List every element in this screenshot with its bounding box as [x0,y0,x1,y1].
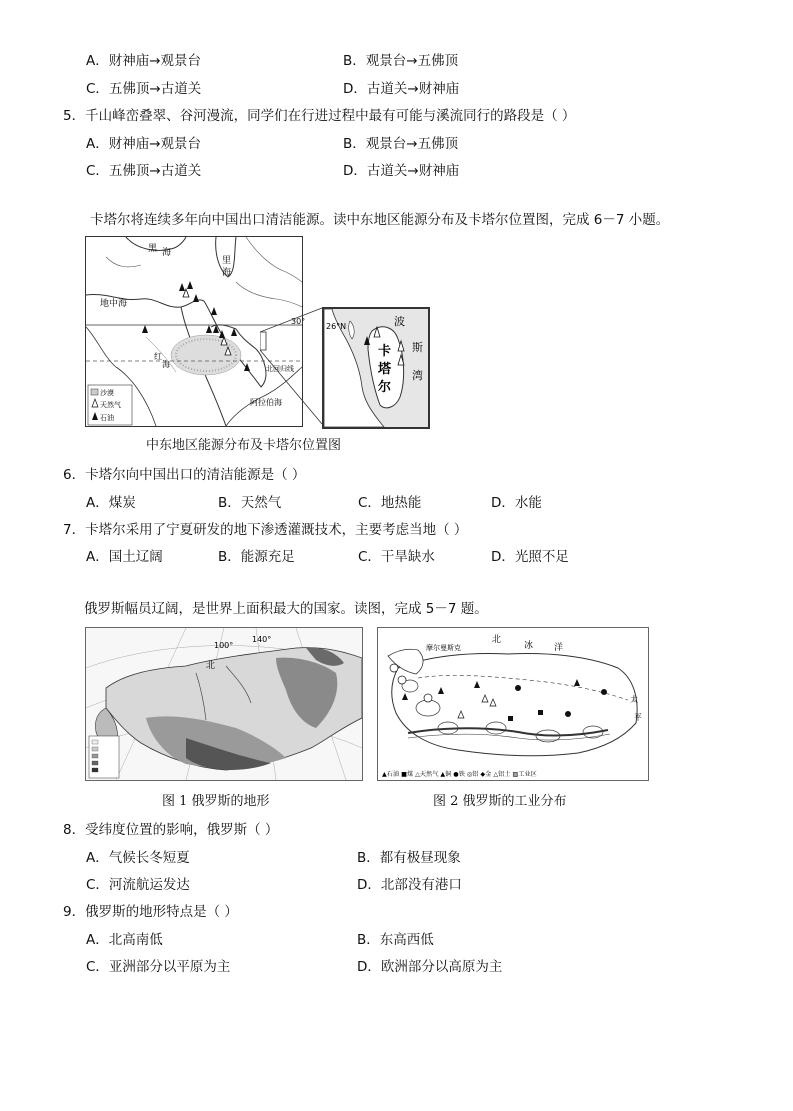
q8-option-d: D．北部没有港口 [357,877,462,893]
inset-lat-label: 26°N [326,322,347,331]
q7-option-b: B．能源充足 [218,549,295,565]
mediterranean-label: 地中海 [100,299,128,309]
murmansk-label: 摩尔曼斯克 [426,644,461,652]
q9-option-c: C．亚洲部分以平原为主 [86,959,231,975]
fig2-caption: 图 2 俄罗斯的工业分布 [433,794,567,809]
caspian-label-1: 里 [222,256,232,266]
red-sea-label-1: 红 [154,352,162,361]
russia-intro: 俄罗斯幅员辽阔，是世界上面积最大的国家。读图，完成 5－7 题。 [84,601,488,617]
q7-option-c: C．干旱缺水 [358,549,435,565]
legend-desert: 沙漠 [100,389,114,397]
pacific-label-1: 太 [630,695,638,704]
q6-option-c: C．地热能 [358,495,422,511]
q5-stem: 5．千山峰峦叠翠、谷河漫流，同学们在行进过程中最有可能与溪流同行的路段是（ ） [63,108,576,124]
fig1-caption: 图 1 俄罗斯的地形 [162,794,270,809]
q4-option-b: B．观景台→五佛顶 [343,53,459,69]
q8-option-a: A．气候长冬短夏 [86,850,190,866]
black-sea-label-1: 黑 [148,244,158,254]
q4-option-c: C．五佛顶→古道关 [86,81,202,97]
middle-east-map-caption: 中东地区能源分布及卡塔尔位置图 [146,438,342,453]
legend-oil: 石油 [100,414,114,422]
gulf-label-3: 湾 [412,369,423,382]
fig2-legend: ▲石油 ■煤 △天然气 ▲铜 ●铁 ◎铝 ◆金 △铝土 ▨工业区 [382,771,537,778]
q6-option-a: A．煤炭 [86,495,136,511]
fig2-north-ocean-1: 北 [492,635,502,645]
north-ocean-label: 北 [206,661,216,671]
arabian-sea-label: 阿拉伯海 [250,398,282,407]
caspian-label-2: 海 [222,268,232,278]
q7-option-d: D．光照不足 [491,549,569,565]
qatar-label-3: 尔 [378,380,392,395]
lon-140-label: 140° [252,635,272,644]
q9-option-d: D．欧洲部分以高原为主 [357,959,503,975]
q4-option-d: D．古道关→财神庙 [343,81,460,97]
qatar-label-2: 塔 [378,362,392,377]
q9-stem: 9．俄罗斯的地形特点是（ ） [63,904,238,920]
lat-30-label: 30° [291,317,306,326]
fig2-north-ocean-3: 洋 [554,643,564,653]
russia-industry-map [377,627,649,781]
lon-100-label: 100° [214,641,234,650]
q8-option-c: C．河流航运发达 [86,877,190,893]
q9-option-a: A．北高南低 [86,932,163,948]
qatar-label-1: 卡 [378,344,392,359]
q5-option-b: B．观景台→五佛顶 [343,136,459,152]
black-sea-label-2: 海 [162,248,172,258]
russia-terrain-map [85,627,363,781]
q6-option-b: B．天然气 [218,495,282,511]
q4-option-a: A．财神庙→观景台 [86,53,202,69]
gulf-label-1: 波 [394,315,405,328]
fig2-north-ocean-2: 冰 [524,641,534,651]
q5-option-d: D．古道关→财神庙 [343,163,460,179]
q8-stem: 8．受纬度位置的影响，俄罗斯（ ） [63,822,279,838]
q6-stem: 6．卡塔尔向中国出口的清洁能源是（ ） [63,467,306,483]
q6-option-d: D．水能 [491,495,542,511]
q8-option-b: B．都有极昼现象 [357,850,461,866]
legend-gas: 天然气 [100,401,121,409]
qatar-inset-map [322,307,430,429]
gulf-label-2: 斯 [412,341,423,354]
q7-option-a: A．国土辽阔 [86,549,163,565]
tropic-label: 北回归线 [266,365,294,373]
q7-stem: 7．卡塔尔采用了宁夏研发的地下渗透灌溉技术，主要考虑当地（ ） [63,522,468,538]
red-sea-label-2: 海 [162,360,170,369]
pacific-label-2: 平 [634,713,642,722]
qatar-intro: 卡塔尔将连续多年向中国出口清洁能源。读中东地区能源分布及卡塔尔位置图，完成 6－7 小题。 [90,212,670,228]
q5-option-a: A．财神庙→观景台 [86,136,202,152]
q9-option-b: B．东高西低 [357,932,434,948]
q5-option-c: C．五佛顶→古道关 [86,163,202,179]
